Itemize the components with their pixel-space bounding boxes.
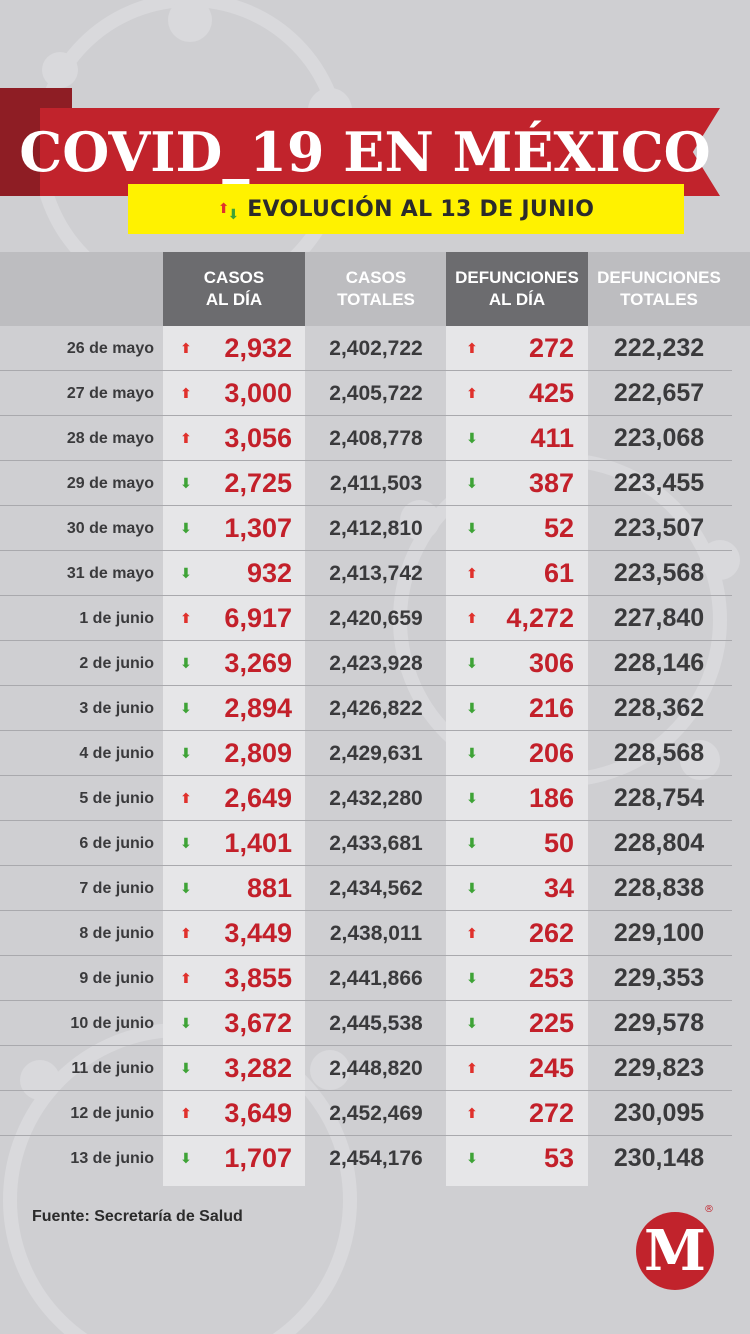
row-date: 1 de junio (79, 609, 154, 627)
row-date: 10 de junio (70, 1014, 154, 1032)
row-date: 9 de junio (79, 969, 154, 987)
defunciones-totales-value: 228,568 (613, 739, 705, 767)
table-row (0, 776, 750, 821)
table-row (0, 326, 750, 371)
arrow-up-icon: ⬆ (466, 925, 478, 942)
casos-al-dia-value: 932 (246, 558, 292, 588)
arrow-up-icon: ⬆ (466, 610, 478, 627)
casos-totales-value: 2,433,681 (329, 831, 423, 855)
arrow-up-icon: ⬆ (180, 925, 192, 942)
source-note: Fuente: Secretaría de Salud (32, 1208, 243, 1225)
row-date: 27 de mayo (66, 384, 154, 402)
defunciones-al-dia-value: 387 (528, 468, 574, 498)
casos-al-dia-value: 1,707 (224, 1143, 292, 1173)
casos-totales-value: 2,405,722 (329, 381, 423, 405)
arrow-down-icon: ⬇ (466, 520, 478, 537)
defunciones-al-dia-value: 53 (543, 1143, 574, 1173)
row-date: 30 de mayo (66, 519, 154, 537)
casos-al-dia-value: 3,672 (224, 1008, 292, 1038)
casos-totales-value: 2,420,659 (329, 606, 423, 630)
table-row (0, 956, 750, 1001)
casos-totales-value: 2,434,562 (329, 876, 423, 900)
arrow-up-icon: ⬆ (180, 970, 192, 987)
table-row (0, 371, 750, 416)
table-row (0, 641, 750, 686)
subtitle-bar (128, 184, 684, 234)
defunciones-al-dia-value: 253 (528, 963, 574, 993)
defunciones-al-dia-value: 225 (528, 1008, 574, 1038)
arrow-down-icon: ⬇ (466, 970, 478, 987)
casos-al-dia-value: 3,282 (224, 1053, 292, 1083)
defunciones-totales-value: 229,353 (613, 964, 705, 992)
defunciones-totales-value: 228,146 (613, 649, 705, 677)
casos-totales-value: 2,426,822 (329, 696, 423, 720)
casos-totales-value: 2,412,810 (329, 516, 423, 540)
table-row (0, 506, 750, 551)
defunciones-totales-value: 228,754 (613, 784, 705, 812)
arrow-up-icon: ⬆ (180, 1105, 192, 1122)
table-row (0, 416, 750, 461)
defunciones-al-dia-value: 52 (543, 513, 574, 543)
arrow-down-icon: ⬇ (180, 700, 192, 717)
arrow-up-icon: ⬆ (466, 385, 478, 402)
arrow-up-icon: ⬆ (180, 610, 192, 627)
defunciones-al-dia-value: 272 (528, 1098, 574, 1128)
table-row (0, 461, 750, 506)
column-header-casos-al-dia: CASOS AL DÍA (203, 268, 265, 309)
defunciones-totales-value: 229,578 (613, 1009, 705, 1037)
defunciones-al-dia-value: 272 (528, 333, 574, 363)
casos-al-dia-value: 2,932 (224, 333, 292, 363)
registered-mark: ® (704, 1204, 714, 1215)
defunciones-totales-value: 230,095 (613, 1099, 705, 1127)
casos-totales-value: 2,438,011 (329, 921, 423, 945)
arrow-down-icon: ⬇ (466, 700, 478, 717)
arrow-down-icon: ⬇ (180, 1150, 192, 1167)
arrow-up-icon: ⬆ (180, 340, 192, 357)
table-row (0, 1001, 750, 1046)
page-title: COVID_19 EN MÉXICO (19, 120, 711, 184)
casos-al-dia-value: 3,649 (224, 1098, 292, 1128)
arrow-up-icon: ⬆ (180, 385, 192, 402)
row-date: 28 de mayo (66, 429, 154, 447)
table-row (0, 1046, 750, 1091)
defunciones-totales-value: 229,100 (613, 919, 705, 947)
arrow-up-icon: ⬆ (180, 430, 192, 447)
arrow-down-icon: ⬇ (466, 430, 478, 447)
defunciones-al-dia-value: 186 (528, 783, 574, 813)
defunciones-al-dia-value: 61 (543, 558, 574, 588)
defunciones-al-dia-value: 50 (543, 828, 574, 858)
table-row (0, 551, 750, 596)
defunciones-al-dia-value: 4,272 (506, 603, 574, 633)
casos-totales-value: 2,429,631 (329, 741, 423, 765)
defunciones-totales-value: 223,568 (613, 559, 705, 587)
arrow-down-icon: ⬇ (466, 880, 478, 897)
casos-totales-value: 2,452,469 (329, 1101, 423, 1125)
defunciones-totales-value: 223,455 (613, 469, 705, 497)
up-down-arrows-icon: ⬆ ⬇ (217, 201, 240, 223)
defunciones-al-dia-value: 245 (528, 1053, 574, 1083)
casos-totales-value: 2,411,503 (329, 471, 423, 495)
casos-al-dia-value: 3,449 (224, 918, 292, 948)
column-header-defunciones-totales: DEFUNCIONES TOTALES (597, 268, 721, 309)
row-date: 31 de mayo (66, 564, 154, 582)
arrow-down-icon: ⬇ (466, 1015, 478, 1032)
casos-totales-value: 2,441,866 (329, 966, 423, 990)
arrow-down-icon: ⬇ (180, 565, 192, 582)
arrow-down-icon: ⬇ (180, 1015, 192, 1032)
defunciones-totales-value: 222,657 (613, 379, 705, 407)
casos-al-dia-value: 2,649 (224, 783, 292, 813)
defunciones-totales-value: 223,507 (613, 514, 705, 542)
casos-totales-value: 2,454,176 (329, 1146, 423, 1170)
arrow-down-icon: ⬇ (180, 835, 192, 852)
arrow-up-icon: ⬆ (466, 565, 478, 582)
table-row (0, 731, 750, 776)
defunciones-al-dia-value: 425 (528, 378, 574, 408)
casos-totales-value: 2,432,280 (329, 786, 423, 810)
defunciones-totales-value: 228,838 (613, 874, 705, 902)
defunciones-al-dia-value: 34 (543, 873, 574, 903)
arrow-down-icon: ⬇ (180, 745, 192, 762)
casos-al-dia-value: 3,269 (224, 648, 292, 678)
casos-totales-value: 2,423,928 (329, 651, 423, 675)
defunciones-totales-value: 228,362 (613, 694, 705, 722)
table-row (0, 866, 750, 911)
defunciones-totales-value: 227,840 (613, 604, 705, 632)
arrow-down-icon: ⬇ (466, 475, 478, 492)
row-date: 2 de junio (79, 654, 154, 672)
arrow-down-icon: ⬇ (180, 520, 192, 537)
logo-letter: M (644, 1218, 706, 1284)
arrow-down-icon: ⬇ (180, 655, 192, 672)
table-row (0, 911, 750, 956)
arrow-down-icon: ⬇ (466, 655, 478, 672)
arrow-up-icon: ⬆ (466, 1060, 478, 1077)
row-date: 11 de junio (71, 1059, 154, 1077)
defunciones-totales-value: 222,232 (613, 334, 705, 362)
defunciones-totales-value: 223,068 (613, 424, 705, 452)
row-date: 12 de junio (70, 1104, 154, 1122)
arrow-up-icon: ⬆ (466, 340, 478, 357)
arrow-up-icon: ⬆ (466, 1105, 478, 1122)
casos-totales-value: 2,445,538 (329, 1011, 423, 1035)
row-date: 7 de junio (79, 879, 154, 897)
subtitle: EVOLUCIÓN AL 13 DE JUNIO (247, 196, 595, 222)
table-row (0, 686, 750, 731)
table-row (0, 596, 750, 641)
defunciones-al-dia-value: 262 (528, 918, 574, 948)
milenio-logo-icon (636, 1212, 714, 1290)
table-row (0, 1091, 750, 1136)
casos-al-dia-value: 6,917 (224, 603, 292, 633)
arrow-down-icon: ⬇ (466, 745, 478, 762)
row-date: 8 de junio (79, 924, 154, 942)
casos-al-dia-value: 1,401 (224, 828, 292, 858)
arrow-down-icon: ⬇ (466, 790, 478, 807)
arrow-down-icon: ⬇ (180, 475, 192, 492)
casos-al-dia-value: 3,855 (224, 963, 292, 993)
casos-totales-value: 2,402,722 (329, 336, 423, 360)
arrow-down-icon: ⬇ (180, 1060, 192, 1077)
column-header-casos-totales: CASOS TOTALES (337, 268, 415, 309)
table-row (0, 1136, 750, 1181)
casos-totales-value: 2,408,778 (329, 426, 423, 450)
defunciones-totales-value: 229,823 (613, 1054, 705, 1082)
casos-al-dia-value: 3,000 (224, 378, 292, 408)
casos-totales-value: 2,413,742 (329, 561, 423, 585)
defunciones-al-dia-value: 206 (528, 738, 574, 768)
casos-totales-value: 2,448,820 (329, 1056, 423, 1080)
casos-al-dia-value: 3,056 (224, 423, 292, 453)
arrow-down-icon: ⬇ (180, 880, 192, 897)
defunciones-totales-value: 230,148 (613, 1144, 705, 1172)
row-date: 13 de junio (70, 1149, 154, 1167)
table-row (0, 821, 750, 866)
defunciones-al-dia-value: 306 (528, 648, 574, 678)
casos-al-dia-value: 2,809 (224, 738, 292, 768)
defunciones-al-dia-value: 216 (528, 693, 574, 723)
row-date: 5 de junio (79, 789, 154, 807)
defunciones-totales-value: 228,804 (613, 829, 705, 857)
row-date: 29 de mayo (66, 474, 154, 492)
arrow-down-icon: ⬇ (466, 835, 478, 852)
row-date: 26 de mayo (66, 339, 154, 357)
row-date: 3 de junio (79, 699, 154, 717)
row-date: 4 de junio (79, 744, 154, 762)
arrow-down-icon: ⬇ (466, 1150, 478, 1167)
defunciones-al-dia-value: 411 (530, 423, 574, 453)
casos-al-dia-value: 1,307 (224, 513, 292, 543)
column-header-defunciones-al-dia: DEFUNCIONES AL DÍA (455, 268, 579, 309)
arrow-up-icon: ⬆ (180, 790, 192, 807)
casos-al-dia-value: 2,725 (224, 468, 292, 498)
casos-al-dia-value: 881 (246, 873, 292, 903)
casos-al-dia-value: 2,894 (224, 693, 292, 723)
table-body (0, 326, 750, 1181)
row-date: 6 de junio (79, 834, 154, 852)
